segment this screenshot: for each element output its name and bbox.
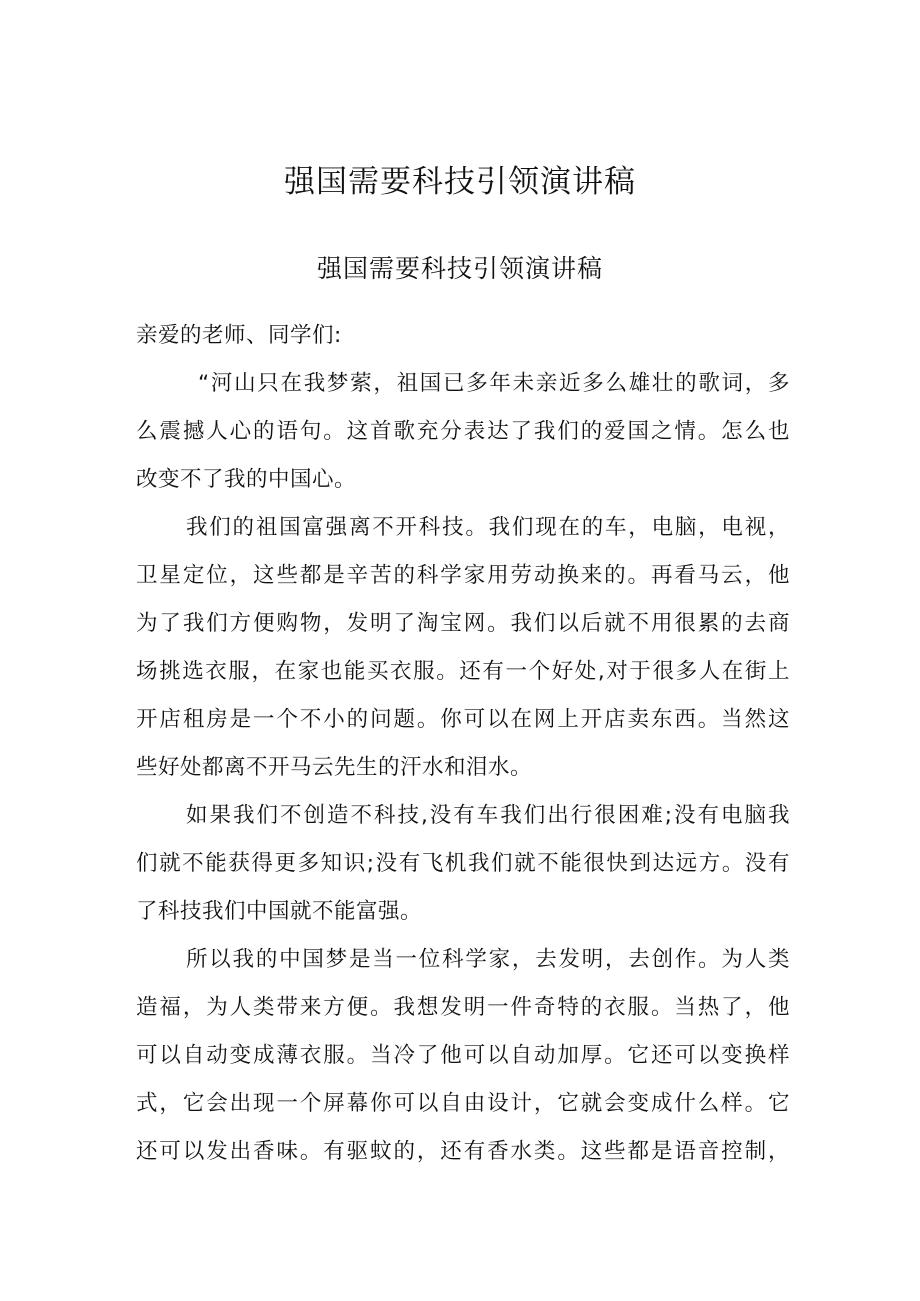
paragraph-line: 我们的祖国富强离不开科技。我们现在的车，电脑，电视， [186, 515, 790, 540]
paragraph-line: 还可以发出香味。有驱蚊的，还有香水类。这些都是语音控制， [136, 1139, 790, 1164]
paragraph-line: 些好处都离不开马云先生的汗水和泪水。 [136, 755, 533, 780]
document-title: 强国需要科技引领演讲稿 [284, 164, 636, 200]
body-paragraph [136, 360, 790, 504]
paragraph-line: 改变不了我的中国心。 [136, 467, 357, 492]
body-paragraph [136, 504, 790, 792]
paragraph-line: 为了我们方便购物，发明了淘宝网。我们以后就不用很累的去商 [136, 611, 790, 636]
paragraph-line: 卫星定位，这些都是辛苦的科学家用劳动换来的。再看马云，他 [136, 563, 790, 588]
paragraph-line: 式，它会出现一个屏幕你可以自由设计，它就会变成什么样。它 [136, 1091, 790, 1116]
paragraph-line: 了科技我们中国就不能富强。 [136, 899, 423, 924]
paragraph-line: 所以我的中国梦是当一位科学家，去发明，去创作。为人类 [186, 947, 790, 972]
body-paragraph [136, 792, 790, 936]
document-subtitle: 强国需要科技引领演讲稿 [316, 254, 603, 283]
salutation-paragraph [136, 312, 790, 360]
paragraph-line: 造福，为人类带来方便。我想发明一件奇特的衣服。当热了，他 [136, 995, 790, 1020]
document-body [136, 312, 790, 1176]
paragraph-line: 开店租房是一个不小的问题。你可以在网上开店卖东西。当然这 [136, 707, 790, 732]
paragraph-line: 如果我们不创造不科技,没有车我们出行很困难;没有电脑我 [186, 803, 790, 828]
paragraph-line: 场挑选衣服，在家也能买衣服。还有一个好处,对于很多人在街上 [136, 659, 790, 684]
body-paragraph [136, 936, 790, 1176]
paragraph-line: “河山只在我梦萦，祖国已多年未亲近多么雄壮的歌词，多 [198, 371, 790, 396]
paragraph-line: 亲爱的老师、同学们: [136, 323, 342, 348]
paragraph-line: 么震撼人心的语句。这首歌充分表达了我们的爱国之情。怎么也 [136, 419, 790, 444]
paragraph-line: 们就不能获得更多知识;没有飞机我们就不能很快到达远方。没有 [136, 851, 790, 876]
paragraph-line: 可以自动变成薄衣服。当冷了他可以自动加厚。它还可以变换样 [136, 1043, 790, 1068]
